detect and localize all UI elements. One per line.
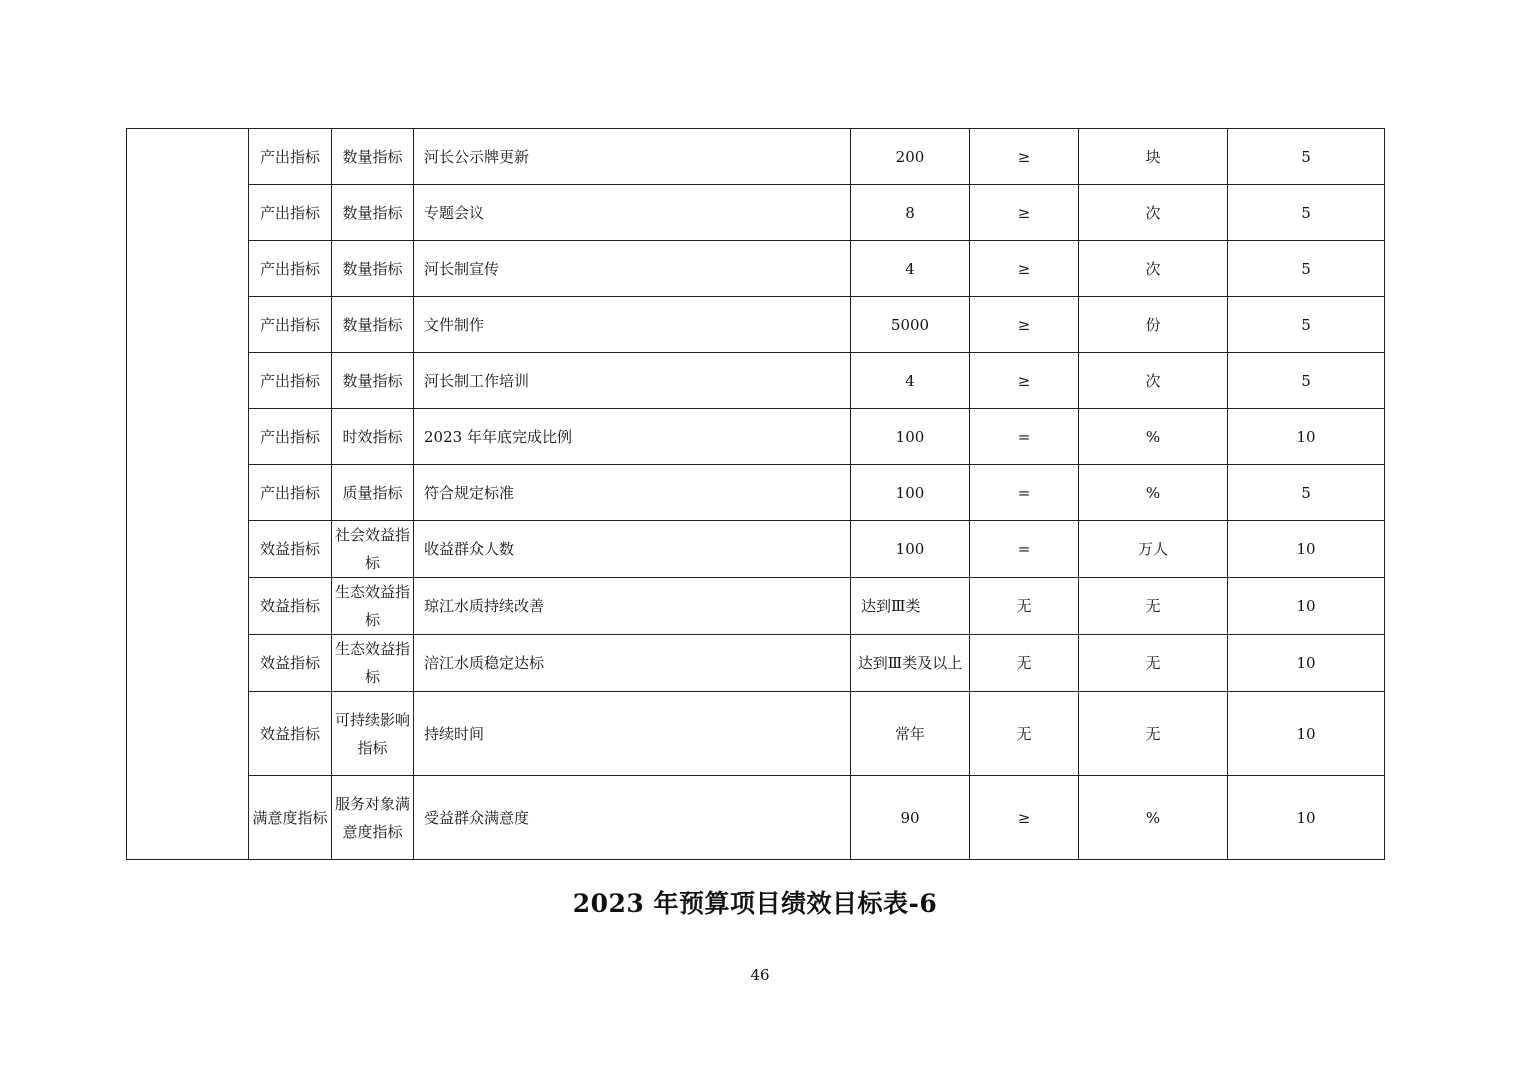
indicator-score: 5 <box>1228 297 1385 353</box>
indicator-unit: 次 <box>1079 241 1228 297</box>
table-row <box>127 185 1385 241</box>
table-title: 2023 年预算项目绩效目标表-6 <box>572 889 938 918</box>
indicator-score: 10 <box>1228 692 1385 776</box>
indicator-score: 5 <box>1228 353 1385 409</box>
first-level-indicator: 产出指标 <box>249 129 332 185</box>
table-row <box>127 578 1385 635</box>
indicator-operator: = <box>970 409 1079 465</box>
third-level-indicator: 河长公示牌更新 <box>414 129 851 185</box>
first-level-indicator: 产出指标 <box>249 241 332 297</box>
indicator-unit: % <box>1079 409 1228 465</box>
second-level-indicator: 数量指标 <box>332 353 414 409</box>
third-level-indicator: 河长制工作培训 <box>414 353 851 409</box>
third-level-indicator: 受益群众满意度 <box>414 776 851 860</box>
indicator-value: 常年 <box>851 692 970 776</box>
indicator-unit: 份 <box>1079 297 1228 353</box>
third-level-indicator: 符合规定标准 <box>414 465 851 521</box>
indicator-operator: 无 <box>970 692 1079 776</box>
first-level-indicator: 效益指标 <box>249 521 332 578</box>
first-level-indicator: 效益指标 <box>249 692 332 776</box>
page-number: 46 <box>750 966 770 984</box>
first-level-indicator: 效益指标 <box>249 578 332 635</box>
table-row <box>127 776 1385 860</box>
third-level-indicator: 涪江水质稳定达标 <box>414 635 851 692</box>
indicator-unit: 次 <box>1079 185 1228 241</box>
table-row <box>127 521 1385 578</box>
indicator-score: 5 <box>1228 241 1385 297</box>
indicator-operator: = <box>970 521 1079 578</box>
indicator-operator: 无 <box>970 635 1079 692</box>
indicator-value: 4 <box>851 241 970 297</box>
third-level-indicator: 文件制作 <box>414 297 851 353</box>
third-level-indicator: 河长制宣传 <box>414 241 851 297</box>
indicator-score: 10 <box>1228 409 1385 465</box>
indicator-value: 200 <box>851 129 970 185</box>
indicator-score: 10 <box>1228 578 1385 635</box>
table-body <box>127 129 1385 860</box>
indicator-operator: ≥ <box>970 353 1079 409</box>
second-level-indicator: 数量指标 <box>332 185 414 241</box>
indicator-value: 达到Ⅲ类及以上 <box>851 635 970 692</box>
second-level-indicator: 服务对象满意度指标 <box>332 776 414 860</box>
indicator-unit: 万人 <box>1079 521 1228 578</box>
indicator-unit: 次 <box>1079 353 1228 409</box>
indicator-unit: % <box>1079 776 1228 860</box>
performance-target-table <box>126 128 1385 860</box>
project-cell-blank <box>127 129 249 860</box>
indicator-operator: ≥ <box>970 241 1079 297</box>
indicator-unit: % <box>1079 465 1228 521</box>
indicator-score: 10 <box>1228 635 1385 692</box>
indicator-operator: ≥ <box>970 185 1079 241</box>
second-level-indicator: 可持续影响指标 <box>332 692 414 776</box>
indicator-value: 8 <box>851 185 970 241</box>
table-row <box>127 409 1385 465</box>
first-level-indicator: 产出指标 <box>249 465 332 521</box>
second-level-indicator: 生态效益指标 <box>332 578 414 635</box>
third-level-indicator: 2023 年年底完成比例 <box>414 409 851 465</box>
second-level-indicator: 数量指标 <box>332 129 414 185</box>
indicator-score: 5 <box>1228 129 1385 185</box>
indicator-score: 5 <box>1228 185 1385 241</box>
second-level-indicator: 数量指标 <box>332 297 414 353</box>
indicator-unit: 块 <box>1079 129 1228 185</box>
second-level-indicator: 质量指标 <box>332 465 414 521</box>
indicator-operator: 无 <box>970 578 1079 635</box>
indicator-operator: ≥ <box>970 776 1079 860</box>
indicator-value: 100 <box>851 465 970 521</box>
indicator-value: 90 <box>851 776 970 860</box>
second-level-indicator: 社会效益指标 <box>332 521 414 578</box>
indicator-value: 达到Ⅲ类 <box>851 578 970 635</box>
second-level-indicator: 生态效益指标 <box>332 635 414 692</box>
table-row <box>127 297 1385 353</box>
second-level-indicator: 时效指标 <box>332 409 414 465</box>
indicator-unit: 无 <box>1079 578 1228 635</box>
indicator-operator: = <box>970 465 1079 521</box>
indicator-operator: ≥ <box>970 297 1079 353</box>
table-row <box>127 692 1385 776</box>
table-row <box>127 635 1385 692</box>
first-level-indicator: 产出指标 <box>249 353 332 409</box>
first-level-indicator: 产出指标 <box>249 185 332 241</box>
indicator-score: 5 <box>1228 465 1385 521</box>
indicator-operator: ≥ <box>970 129 1079 185</box>
table-row <box>127 353 1385 409</box>
third-level-indicator: 收益群众人数 <box>414 521 851 578</box>
third-level-indicator: 持续时间 <box>414 692 851 776</box>
first-level-indicator: 满意度指标 <box>249 776 332 860</box>
table-row <box>127 241 1385 297</box>
indicator-score: 10 <box>1228 521 1385 578</box>
indicator-value: 5000 <box>851 297 970 353</box>
indicator-value: 100 <box>851 521 970 578</box>
indicator-value: 4 <box>851 353 970 409</box>
indicator-unit: 无 <box>1079 635 1228 692</box>
indicator-value: 100 <box>851 409 970 465</box>
third-level-indicator: 琼江水质持续改善 <box>414 578 851 635</box>
first-level-indicator: 效益指标 <box>249 635 332 692</box>
second-level-indicator: 数量指标 <box>332 241 414 297</box>
third-level-indicator: 专题会议 <box>414 185 851 241</box>
table-row <box>127 129 1385 185</box>
first-level-indicator: 产出指标 <box>249 297 332 353</box>
indicator-unit: 无 <box>1079 692 1228 776</box>
table-row <box>127 465 1385 521</box>
indicator-score: 10 <box>1228 776 1385 860</box>
first-level-indicator: 产出指标 <box>249 409 332 465</box>
